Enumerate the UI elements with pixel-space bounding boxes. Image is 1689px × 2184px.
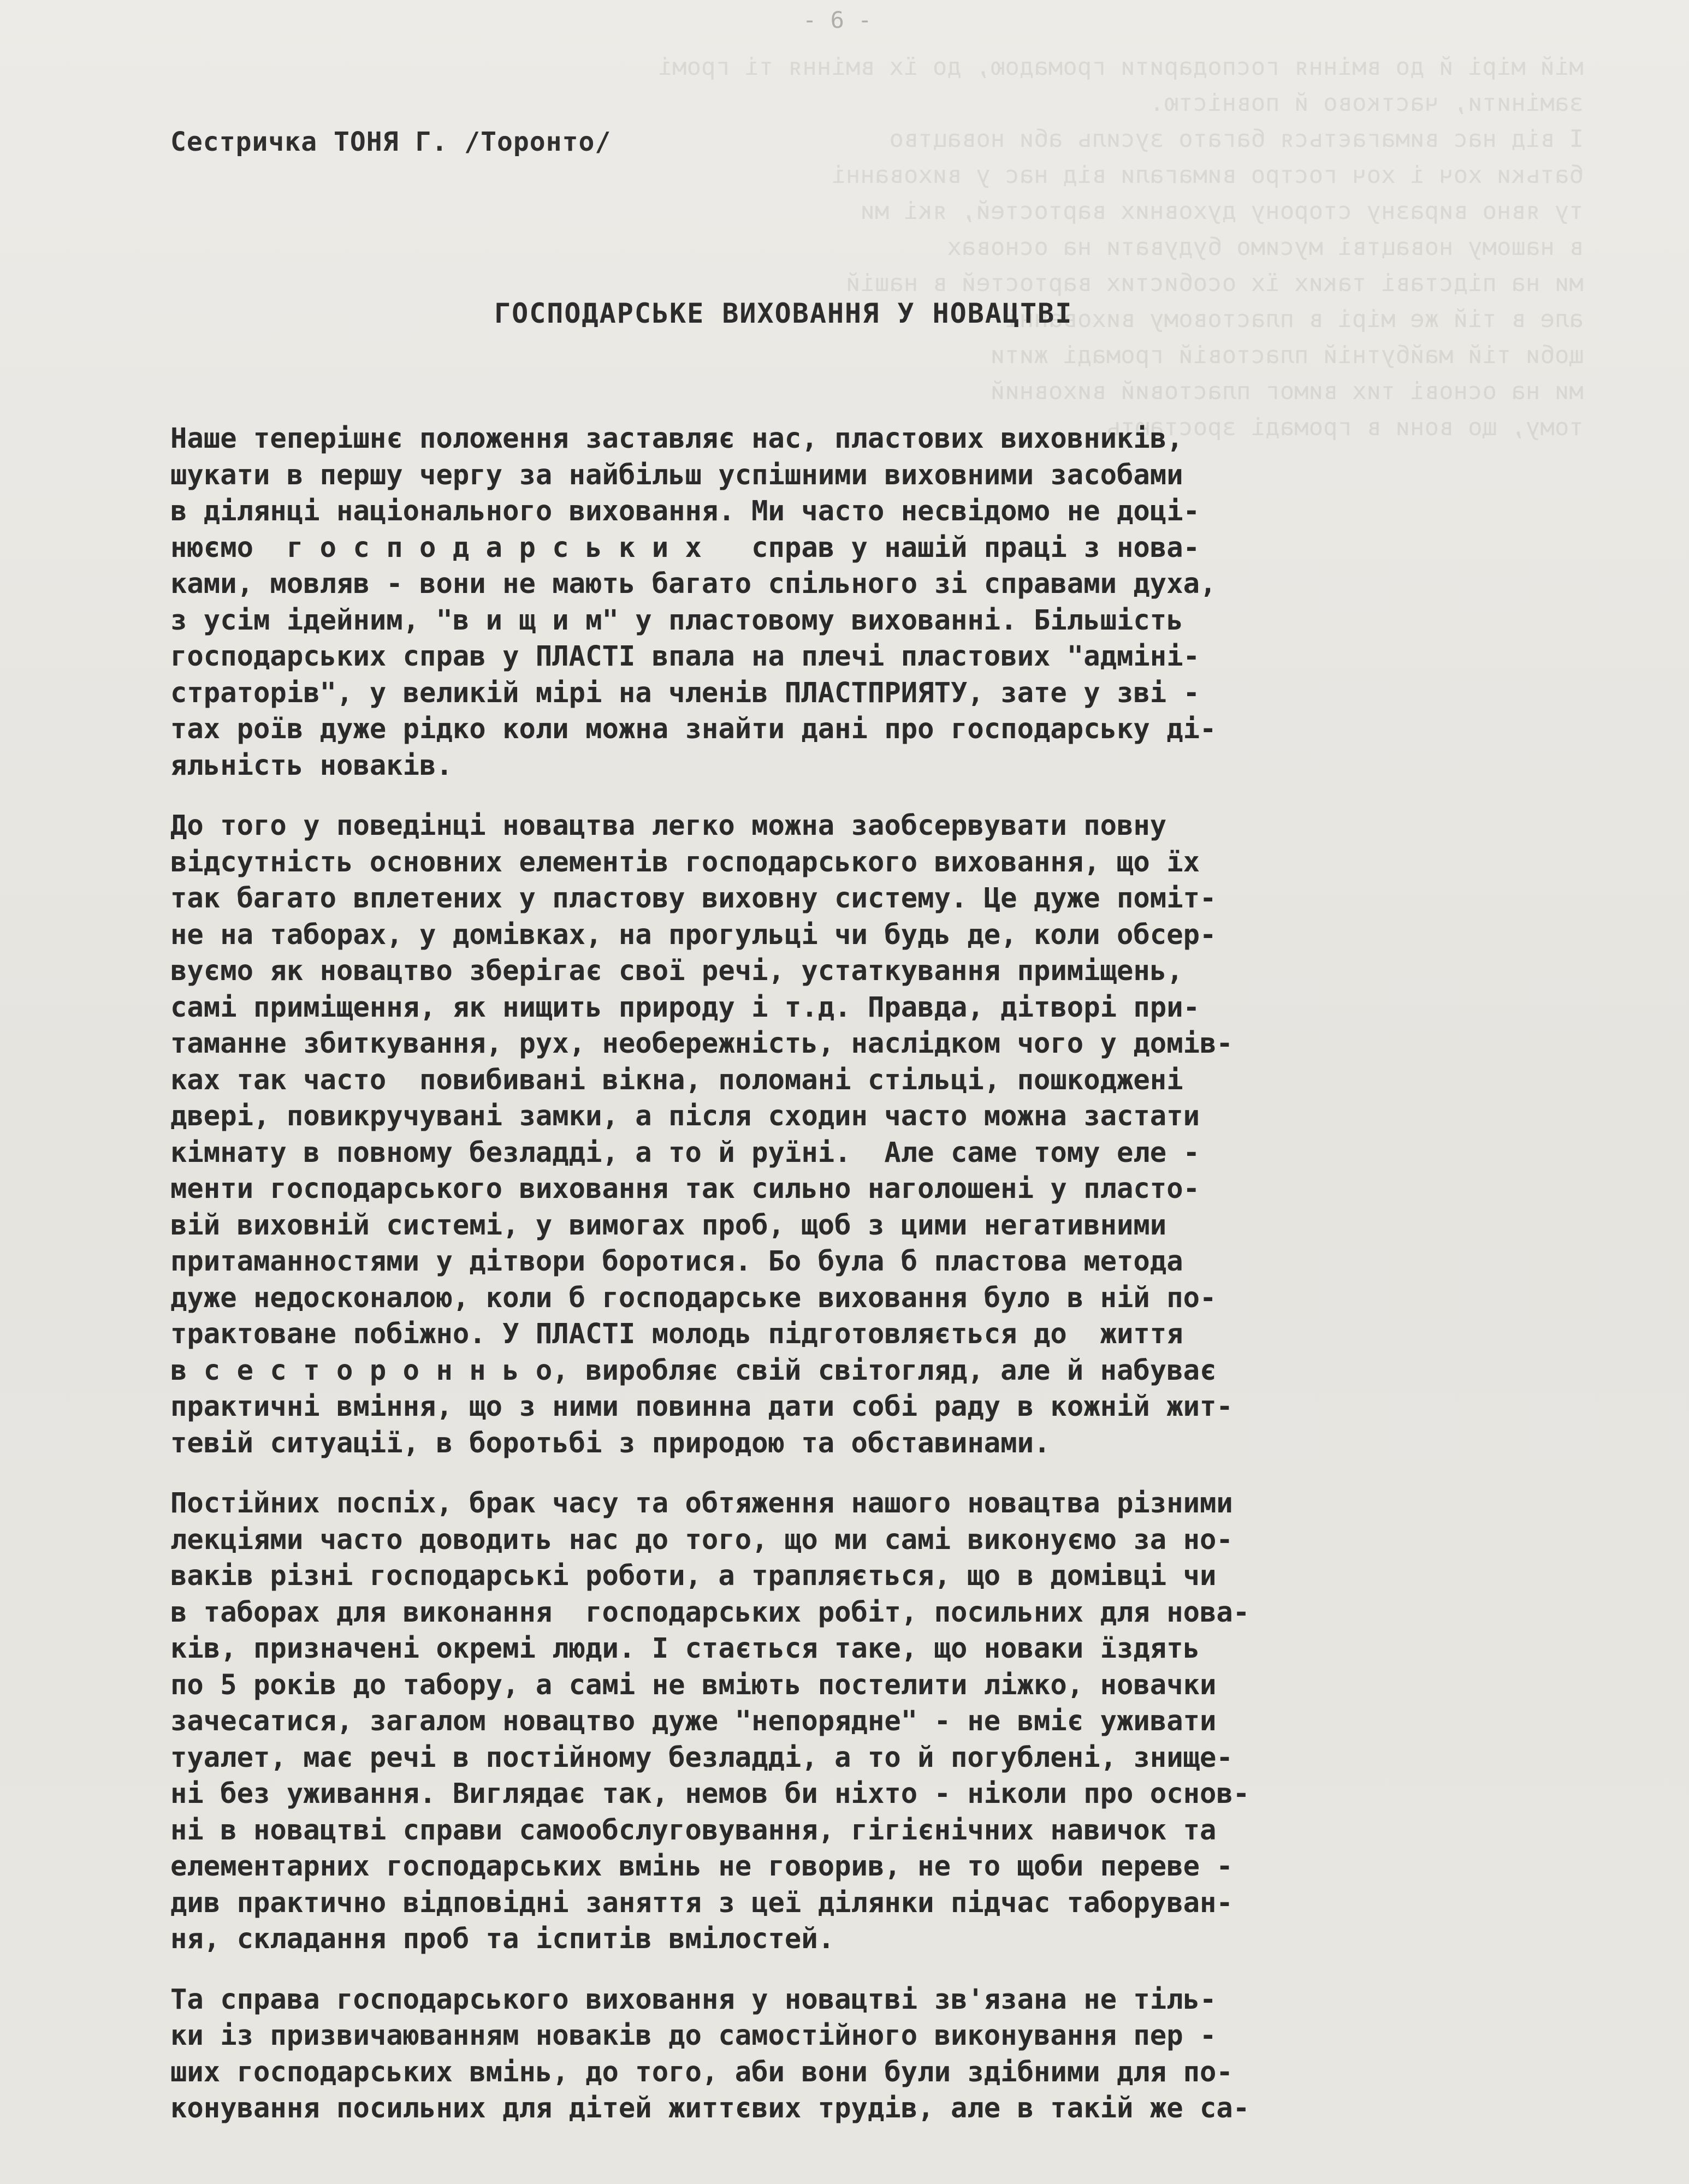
text-line: страторів", у великій мірі на членів ПЛАСТПРИЯТУ, зате у зві - [170, 676, 1200, 709]
document-body [170, 420, 1536, 2151]
text-line: яльність новаків. [170, 749, 453, 781]
text-line: двері, повикручувані замки, а після сходин часто можна застати [170, 1100, 1200, 1132]
text-line: ня, складання проб та іспитів вмілостей. [170, 1922, 835, 1955]
text-line: кімнату в повному безладді, а то й руїні. Але саме тому еле - [170, 1136, 1200, 1168]
text-line: в с е с т о р о н н ь о, виробляє свій світогляд, але й набуває [170, 1354, 1217, 1386]
text-line: практичні вміння, що з ними повинна дати собі раду в кожній жит- [170, 1390, 1233, 1422]
text-line: ших господарських вмінь, до того, аби вони були здібними для по- [170, 2055, 1233, 2088]
paragraph-1 [170, 420, 1536, 784]
text-line: в ділянці національного виховання. Ми часто несвідомо не доці- [170, 495, 1200, 527]
text-line: нюємо г о с п о д а р с ь к и х справ у нашій праці з нова- [170, 531, 1200, 563]
document-title: ГОСПОДАРСЬКЕ ВИХОВАННЯ У НОВАЦТВІ [494, 298, 1073, 329]
paragraph-4 [170, 1981, 1536, 2127]
text-line: так багато вплетених у пластову виховну систему. Це дуже поміт- [170, 882, 1217, 914]
text-line: Постійних поспіх, брак часу та обтяження нашого новацтва різними [170, 1487, 1233, 1519]
text-line: лекціями часто доводить нас до того, що ми самі виконуємо за но- [170, 1523, 1233, 1556]
text-line: ні без уживання. Виглядає так, немов би ніхто - ніколи про основ- [170, 1777, 1250, 1809]
text-line: конування посильних для дітей життєвих трудів, але в такій же са- [170, 2092, 1250, 2124]
bleed-through-texture: мій мірі й до вміння господарити громадою, до їх вміння ті громі замінити, частково й повністю. І від нас вимагається багато зусиль аби новацтво батьки хоч і хоч гостро вимагали від нас у вихованні ту явно виразну сторону духовних вартостей, які ми в нашому новацтві мусимо будувати на основах ми на підставі таких їх особистих вартостей в нашій але в тій же мірі в пластовому вихованні щоби тій майбутній пластовій громаді жити ми на основі тих вимог пластовий виховний тому, що вони в громаді зростають. [657, 53, 1584, 441]
text-line: ках так часто повибивані вікна, поломані стільці, пошкоджені [170, 1063, 1183, 1096]
text-line: див практично відповідні заняття з цеї ділянки підчас таборуван- [170, 1886, 1233, 1919]
text-line: Наше теперішнє положення заставляє нас, пластових виховників, [170, 422, 1183, 454]
text-line: трактоване побіжно. У ПЛАСТІ молодь підготовляється до життя [170, 1317, 1183, 1350]
text-line: з усім ідейним, "в и щ и м" у пластовому вихованні. Більшість [170, 603, 1183, 636]
text-line: по 5 років до табору, а самі не вміють постелити ліжко, новачки [170, 1668, 1217, 1701]
text-line: Та справа господарського виховання у новацтві зв'язана не тіль- [170, 1983, 1217, 2015]
text-line: До того у поведінці новацтва легко можна заобсервувати повну [170, 809, 1167, 841]
text-line: самі приміщення, як нищить природу і т.д. Правда, дітворі при- [170, 990, 1200, 1023]
text-line: дуже недосконалою, коли б господарське виховання було в ній по- [170, 1281, 1217, 1314]
text-line: тах роїв дуже рідко коли можна знайти дані про господарську ді- [170, 713, 1217, 745]
text-line: ні в новацтві справи самообслуговування, гігієнічних навичок та [170, 1813, 1217, 1846]
paragraph-2 [170, 808, 1536, 1461]
text-line: вій виховній системі, у вимогах проб, щоб з цими негативними [170, 1208, 1167, 1241]
text-line: ків, призначені окремі люди. І стається таке, що новаки їздять [170, 1632, 1200, 1664]
text-line: не на таборах, у домівках, на прогульці чи будь де, коли обсер- [170, 918, 1217, 951]
text-line: елементарних господарських вмінь не говорив, не то щоби переве - [170, 1850, 1233, 1882]
paragraph-3 [170, 1485, 1536, 1957]
text-line: в таборах для виконання господарських робіт, посильних для нова- [170, 1595, 1250, 1628]
text-line: відсутність основних елементів господарського виховання, що їх [170, 845, 1200, 878]
text-line: ки із призвичаюванням новаків до самостійного виконування пер - [170, 2019, 1217, 2051]
page-number: - 6 - [803, 7, 872, 33]
text-line: ваків різні господарські роботи, а трапляється, що в домівці чи [170, 1559, 1217, 1592]
text-line: притаманностями у дітвори боротися. Бо була б пластова метода [170, 1245, 1183, 1277]
address-line: Сестричка ТОНЯ Г. /Торонто/ [170, 127, 612, 157]
text-line: зачесатися, загалом новацтво дуже "непорядне" - не вміє уживати [170, 1705, 1217, 1737]
text-line: ками, мовляв - вони не мають багато спільного зі справами духа, [170, 567, 1217, 600]
text-line: шукати в першу чергу за найбільш успішними виховними засобами [170, 458, 1183, 491]
text-line: тевій ситуації, в боротьбі з природою та обставинами. [170, 1426, 1051, 1459]
text-line: вуємо як новацтво зберігає свої речі, устаткування приміщень, [170, 954, 1183, 987]
text-line: менти господарського виховання так сильно наголошені у пласто- [170, 1172, 1200, 1204]
text-line: туалет, має речі в постійному безладді, а то й погублені, знище- [170, 1741, 1233, 1773]
text-line: господарських справ у ПЛАСТІ впала на плечі пластових "адміні- [170, 640, 1200, 672]
text-line: таманне збиткування, рух, необережність, наслідком чого у домів- [170, 1027, 1233, 1059]
